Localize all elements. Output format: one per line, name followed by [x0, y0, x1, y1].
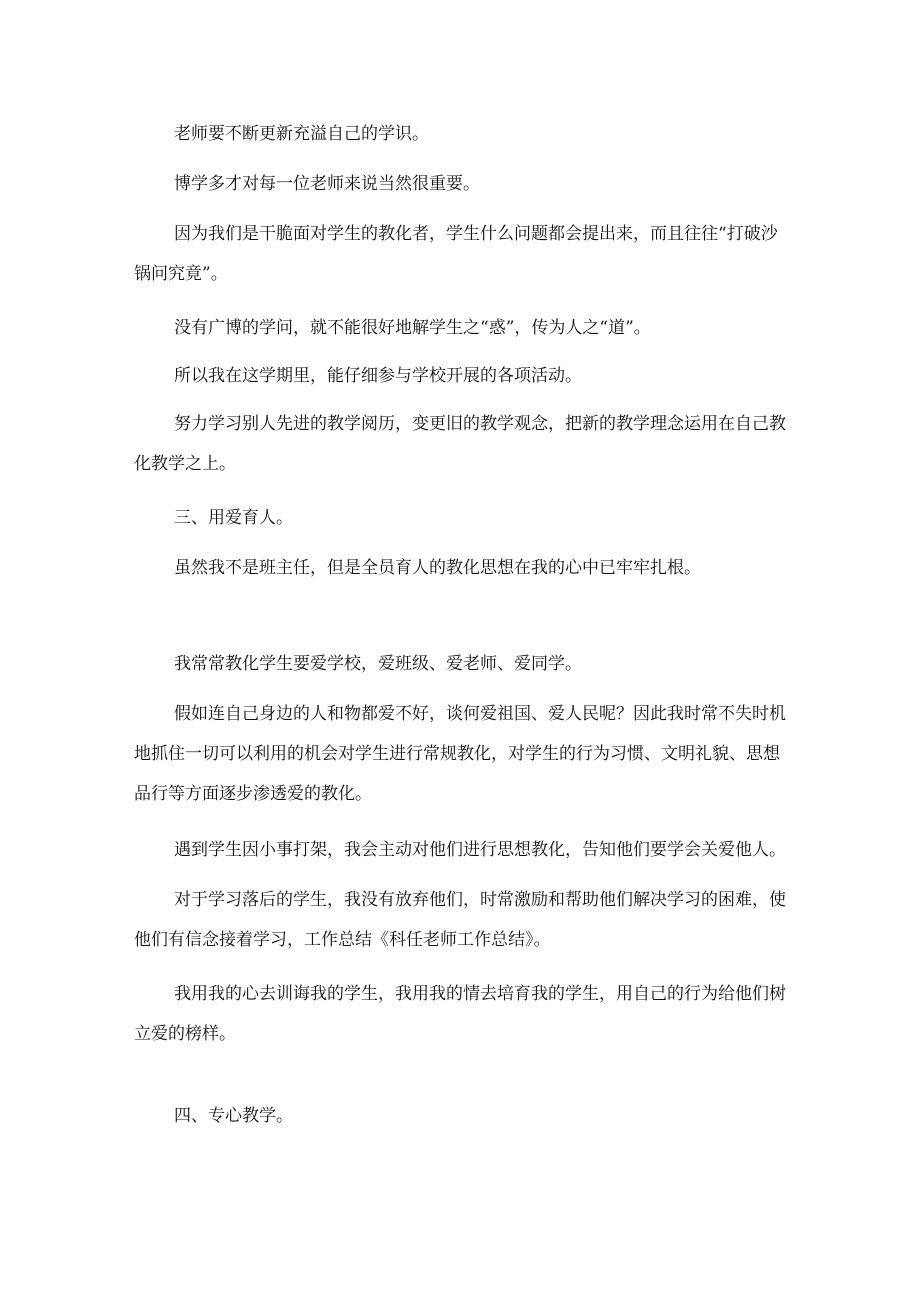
paragraph-7: 虽然我不是班主任，但是全员育人的教化思想在我的心中已牢牢扎根。 — [174, 558, 701, 578]
paragraph-5: 所以我在这学期里，能仔细参与学校开展的各项活动。 — [174, 366, 582, 386]
paragraph-12: 我用我的心去训诲我的学生，我用我的情去培育我的学生，用自己的行为给他们树立爱的榜样。 — [134, 984, 786, 1044]
paragraph-9: 假如连自己身边的人和物都爱不好，谈何爱祖国、爱人民呢？因此我时常不失时机地抓住一切可以利用的机会对学生进行常规教化，对学生的行为习惯、文明礼貌、思想品行等方面逐步渗透爱的教化。 — [134, 704, 786, 804]
section-heading-4: 四、专心教学。 — [174, 1106, 293, 1126]
paragraph-11: 对于学习落后的学生，我没有放弃他们，时常激励和帮助他们解决学习的困难，使他们有信念接着学习，工作总结《科任老师工作总结》。 — [134, 890, 786, 950]
paragraph-10: 遇到学生因小事打架，我会主动对他们进行思想教化，告知他们要学会关爱他人。 — [174, 840, 786, 860]
paragraph-1: 老师要不断更新充溢自己的学识。 — [174, 124, 429, 144]
section-heading-3: 三、用爱育人。 — [174, 508, 293, 528]
paragraph-2: 博学多才对每一位老师来说当然很重要。 — [174, 174, 480, 194]
paragraph-6: 努力学习别人先进的教学阅历，变更旧的教学观念，把新的教学理念运用在自己教化教学之上。 — [134, 414, 786, 474]
paragraph-4: 没有广博的学问，就不能很好地解学生之“惑”，传为人之“道”。 — [174, 318, 651, 338]
paragraph-8: 我常常教化学生要爱学校，爱班级、爱老师、爱同学。 — [174, 654, 582, 674]
paragraph-3: 因为我们是干脆面对学生的教化者，学生什么问题都会提出来，而且往往“打破沙锅问究竟”。 — [134, 224, 778, 284]
